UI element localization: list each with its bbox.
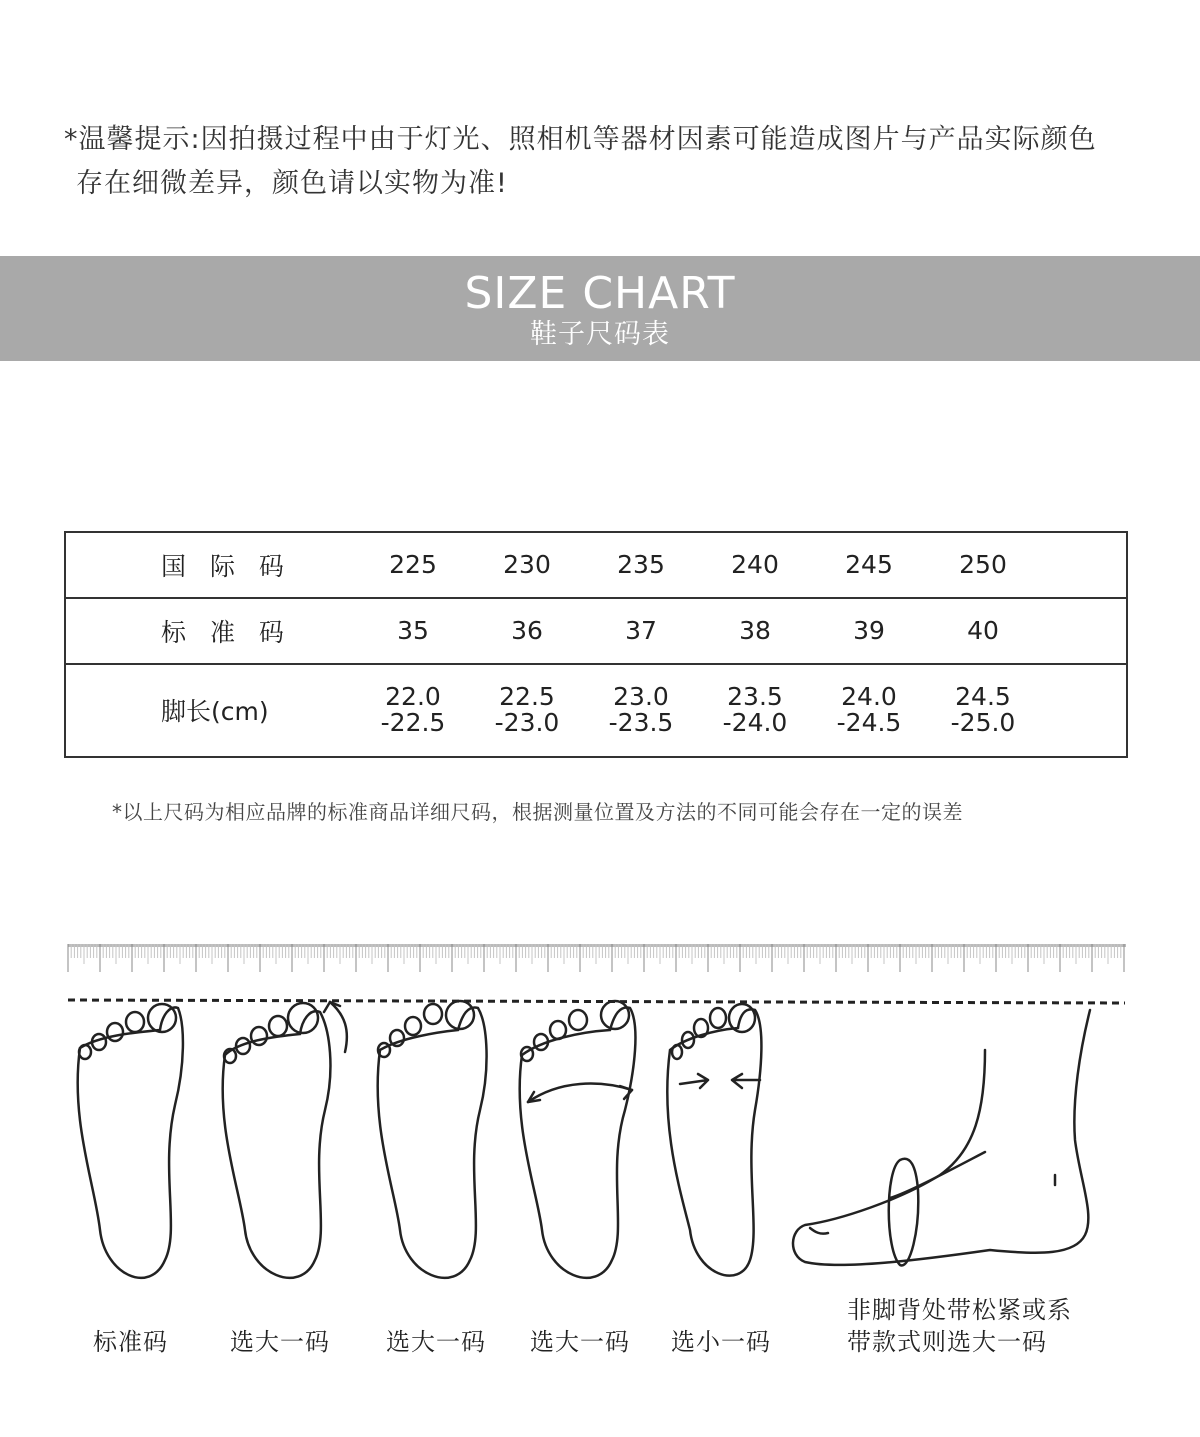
table-cell bbox=[470, 664, 584, 757]
range-from: 23.0 bbox=[613, 682, 669, 712]
foot-standard-icon bbox=[78, 1004, 183, 1278]
table-pad-cell bbox=[1040, 532, 1127, 598]
range-from: 24.0 bbox=[841, 682, 897, 712]
table-cell: 245 bbox=[812, 532, 926, 598]
range-to: -25.0 bbox=[950, 708, 1016, 738]
feet-illustration bbox=[0, 930, 1200, 1320]
dashed-guide-line bbox=[68, 1000, 1125, 1003]
size-table bbox=[64, 531, 1128, 758]
table-cell: 225 bbox=[356, 532, 470, 598]
foot-label-1: 标准码 bbox=[93, 1328, 168, 1356]
table-cell: 36 bbox=[470, 598, 584, 664]
range-to: -24.0 bbox=[722, 708, 788, 738]
range-from: 23.5 bbox=[727, 682, 783, 712]
foot-label-3: 选大一码 bbox=[386, 1328, 486, 1356]
table-cell: 40 bbox=[926, 598, 1040, 664]
banner-title: SIZE CHART bbox=[464, 268, 736, 319]
table-pad-cell bbox=[1040, 664, 1127, 757]
table-row-foot-length bbox=[65, 664, 1127, 757]
footnote: *以上尺码为相应品牌的标准商品详细尺码，根据测量位置及方法的不同可能会存在一定的误差 bbox=[112, 800, 963, 824]
table-cell bbox=[698, 664, 812, 757]
foot-label-5: 选小一码 bbox=[671, 1328, 771, 1356]
table-pad-cell bbox=[1040, 598, 1127, 664]
foot-label-4: 选大一码 bbox=[530, 1328, 630, 1356]
range-from: 22.5 bbox=[499, 682, 555, 712]
foot-side-view-icon bbox=[793, 1010, 1090, 1265]
foot-narrow-icon bbox=[667, 1004, 761, 1276]
table-cell: 250 bbox=[926, 532, 1040, 598]
notice-line-2: 存在细微差异，颜色请以实物为准! bbox=[76, 168, 508, 199]
foot-high-instep-icon bbox=[378, 1001, 487, 1278]
table-cell bbox=[356, 664, 470, 757]
table-row-standard bbox=[65, 598, 1127, 664]
size-chart-banner bbox=[0, 256, 1200, 361]
range-from: 22.0 bbox=[385, 682, 441, 712]
table-cell: 35 bbox=[356, 598, 470, 664]
range-to: -24.5 bbox=[836, 708, 902, 738]
notice-line-1: *温馨提示:因拍摄过程中由于灯光、照相机等器材因素可能造成图片与产品实际颜色 bbox=[64, 124, 1097, 155]
ruler-icon bbox=[68, 944, 1126, 972]
table-cell: 37 bbox=[584, 598, 698, 664]
table-cell bbox=[812, 664, 926, 757]
range-from: 24.5 bbox=[955, 682, 1011, 712]
table-cell: 235 bbox=[584, 532, 698, 598]
table-row-international bbox=[65, 532, 1127, 598]
table-cell: 240 bbox=[698, 532, 812, 598]
side-label-line-2: 带款式则选大一码 bbox=[847, 1328, 1047, 1356]
table-cell: 39 bbox=[812, 598, 926, 664]
row-label: 脚长(cm) bbox=[161, 697, 269, 727]
range-to: -23.5 bbox=[608, 708, 674, 738]
table-cell bbox=[926, 664, 1040, 757]
range-to: -22.5 bbox=[380, 708, 446, 738]
row-label: 标 准 码 bbox=[65, 598, 356, 664]
notice-text bbox=[64, 118, 1154, 206]
foot-long-toe-icon bbox=[223, 1002, 347, 1278]
banner-subtitle: 鞋子尺码表 bbox=[530, 319, 670, 350]
table-cell bbox=[584, 664, 698, 757]
table-cell: 230 bbox=[470, 532, 584, 598]
row-label: 国 际 码 bbox=[65, 532, 356, 598]
side-label-line-1: 非脚背处带松紧或系 bbox=[847, 1296, 1072, 1324]
foot-wide-icon bbox=[520, 1001, 636, 1278]
table-cell: 38 bbox=[698, 598, 812, 664]
foot-label-2: 选大一码 bbox=[230, 1328, 330, 1356]
range-to: -23.0 bbox=[494, 708, 560, 738]
